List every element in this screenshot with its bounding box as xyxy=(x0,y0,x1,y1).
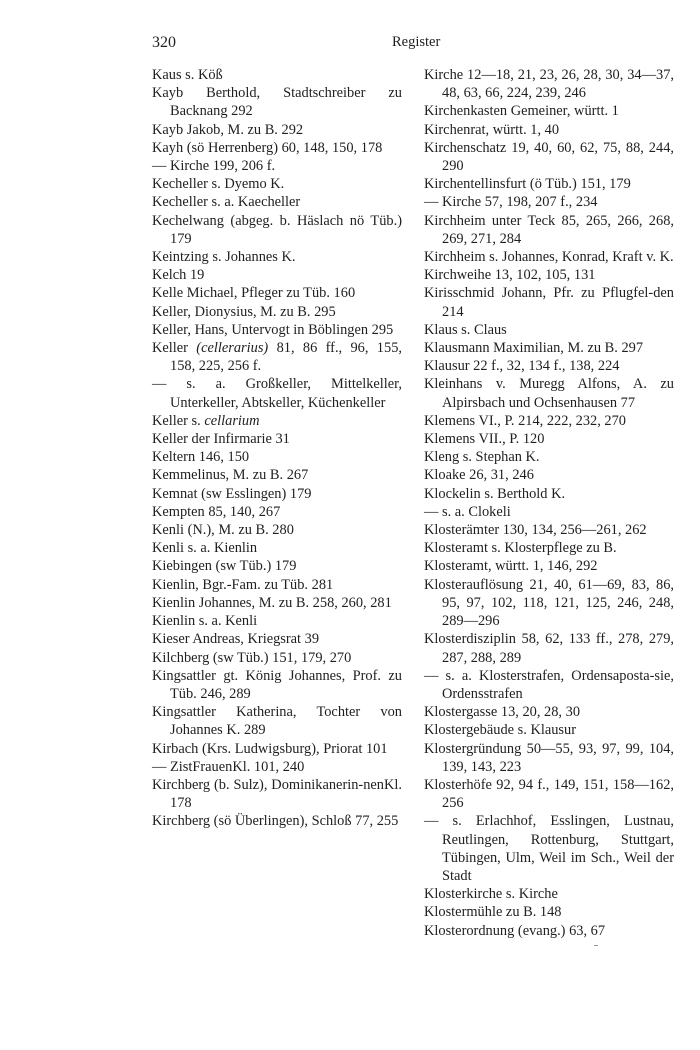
index-entry: Klostermühle zu B. 148 xyxy=(424,904,562,921)
index-entry: Klemens VII., P. 120 xyxy=(424,431,545,448)
index-entry: Klosterordnung (evang.) 63, 67 xyxy=(424,922,606,939)
index-entry: Kecheller s. a. Kaecheller xyxy=(152,194,301,211)
index-entry: Klosteramt, württ. 1, 146, 292 xyxy=(424,558,598,575)
index-entry: Kaus s. Köß xyxy=(152,67,223,83)
index-entry: Kirchenkasten Gemeiner, württ. 1 xyxy=(424,103,619,120)
index-entry: Klosterauflösung 21, 40, 61—69, 83, 86, 95, 97, 102, 118, 121, 125, 246, 248, 289—296 xyxy=(424,576,674,630)
index-entry: Kleinhans v. Muregg Alfons, A. zu Alpirsbach und Ochsenhausen 77 xyxy=(424,376,674,411)
index-entry: Kirchheim unter Teck 85, 265, 266, 268, 269, 271, 284 xyxy=(424,212,674,247)
index-entry: Klosterkirche s. Kirche xyxy=(424,886,558,903)
index-entry: Kilchberg (sw Tüb.) 151, 179, 270 xyxy=(152,649,352,666)
index-entry: Kayb Jakob, M. zu B. 292 xyxy=(152,121,304,138)
index-entry: Kayh (sö Herrenberg) 60, 148, 150, 178 xyxy=(152,139,383,156)
index-entry: Klosteramt s. Klosterpflege zu B. xyxy=(424,540,617,557)
index-entry: Kirchenrat, württ. 1, 40 xyxy=(424,121,560,138)
index-entry: Kirbach (Krs. Ludwigsburg), Priorat 101 xyxy=(152,740,388,757)
index-entry: Kenli (N.), M. zu B. 280 xyxy=(152,522,294,539)
printer-mark xyxy=(594,945,598,946)
index-entry: Klosterhöfe 92, 94 f., 149, 151, 158—162, 256 xyxy=(424,776,674,812)
index-entry: Keller der Infirmarie 31 xyxy=(152,431,290,448)
index-column-right xyxy=(424,66,674,940)
index-entry: Kemmelinus, M. zu B. 267 xyxy=(152,467,309,484)
index-entry: — s. a. Großkeller, Mittelkeller, Unterkeller, Abtskeller, Küchenkeller xyxy=(152,376,402,411)
index-entry: — Kirche 57, 198, 207 f., 234 xyxy=(424,194,598,211)
index-entry: Kayb Berthold, Stadtschreiber zu Backnang 292 xyxy=(152,85,402,120)
index-entry: Kieser Andreas, Kriegsrat 39 xyxy=(152,631,320,648)
index-entry: Kirchheim s. Johannes, Konrad, Kraft v. K. xyxy=(424,249,674,266)
index-entry: Klostergründung 50—55, 93, 97, 99, 104, 139, 143, 223 xyxy=(424,740,674,775)
index-entry: Kirchberg (sö Überlingen), Schloß 77, 255 xyxy=(152,813,399,830)
index-entry: Klostergebäude s. Klausur xyxy=(424,722,577,739)
index-entry: Keller (cellerarius) 81, 86 ff., 96, 155, 158, 225, 256 f. xyxy=(152,340,402,375)
index-entry: Kiebingen (sw Tüb.) 179 xyxy=(152,558,297,575)
index-entry: Kempten 85, 140, 267 xyxy=(152,503,281,520)
running-title: Register xyxy=(392,34,441,50)
index-entry: Keintzing s. Johannes K. xyxy=(152,249,296,266)
index-entry: Kirchentellinsfurt (ö Tüb.) 151, 179 xyxy=(424,176,631,193)
index-entry: Klockelin s. Berthold K. xyxy=(424,485,566,502)
index-entry: Kienlin Johannes, M. zu B. 258, 260, 281 xyxy=(152,594,392,611)
index-entry: Kirchenschatz 19, 40, 60, 62, 75, 88, 244, 290 xyxy=(424,139,674,175)
index-entry: Kelch 19 xyxy=(152,267,205,284)
index-entry: Keller s. cellarium xyxy=(152,412,260,429)
index-entry: Kienlin, Bgr.-Fam. zu Tüb. 281 xyxy=(152,576,334,593)
index-entry: Kirchberg (b. Sulz), Dominikanerin-nenKl. 178 xyxy=(152,776,402,812)
index-entry: Keller, Hans, Untervogt in Böblingen 295 xyxy=(152,321,394,338)
index-entry: — ZistFrauenKl. 101, 240 xyxy=(152,758,305,775)
index-entry: Klemens VI., P. 214, 222, 232, 270 xyxy=(424,412,627,429)
index-entry: Kechelwang (abgeg. b. Häslach nö Tüb.) 179 xyxy=(152,212,402,247)
index-entry: Klausur 22 f., 32, 134 f., 138, 224 xyxy=(424,358,620,375)
index-entry: Kingsattler gt. König Johannes, Prof. zu Tüb. 246, 289 xyxy=(152,667,402,702)
index-entry: Kirchweihe 13, 102, 105, 131 xyxy=(424,267,596,284)
index-entry: Keltern 146, 150 xyxy=(152,449,250,466)
index-entry: Klostergasse 13, 20, 28, 30 xyxy=(424,704,581,721)
index-entry: Kienlin s. a. Kenli xyxy=(152,613,258,630)
page-header xyxy=(152,34,670,58)
index-entry: Klosterdisziplin 58, 62, 133 ff., 278, 279, 287, 288, 289 xyxy=(424,631,674,666)
index-entry: Kecheller s. Dyemo K. xyxy=(152,176,285,193)
index-entry: Klosterämter 130, 134, 256—261, 262 xyxy=(424,522,647,539)
index-entry: Klaus s. Claus xyxy=(424,321,507,338)
index-entry: Kloake 26, 31, 246 xyxy=(424,467,534,484)
index-entry: — s. Erlachhof, Esslingen, Lustnau, Reutlingen, Rottenburg, Stuttgart, Tübingen, Ulm, Weil im Sch., Weil der Stadt xyxy=(424,813,674,884)
index-entry: Kingsattler Katherina, Tochter von Johannes K. 289 xyxy=(152,704,402,739)
index-entry: — Kirche 199, 206 f. xyxy=(152,158,276,175)
index-column-left xyxy=(152,66,402,831)
index-entry: Kenli s. a. Kienlin xyxy=(152,540,258,557)
index-entry: — s. a. Clokeli xyxy=(424,503,511,520)
index-entry: Kelle Michael, Pfleger zu Tüb. 160 xyxy=(152,285,356,302)
index-entry: Klausmann Maximilian, M. zu B. 297 xyxy=(424,340,644,357)
index-entry: Kirche 12—18, 21, 23, 26, 28, 30, 34—37, 48, 63, 66, 224, 239, 246 xyxy=(424,67,674,102)
page-number: 320 xyxy=(152,34,176,51)
index-entry: Kleng s. Stephan K. xyxy=(424,449,540,466)
index-entry: Keller, Dionysius, M. zu B. 295 xyxy=(152,303,336,320)
index-entry: Kirisschmid Johann, Pfr. zu Pflugfel-den 214 xyxy=(424,285,674,320)
index-entry: Kemnat (sw Esslingen) 179 xyxy=(152,485,312,502)
index-entry: — s. a. Klosterstrafen, Ordensaposta-sie, Ordensstrafen xyxy=(424,667,674,702)
